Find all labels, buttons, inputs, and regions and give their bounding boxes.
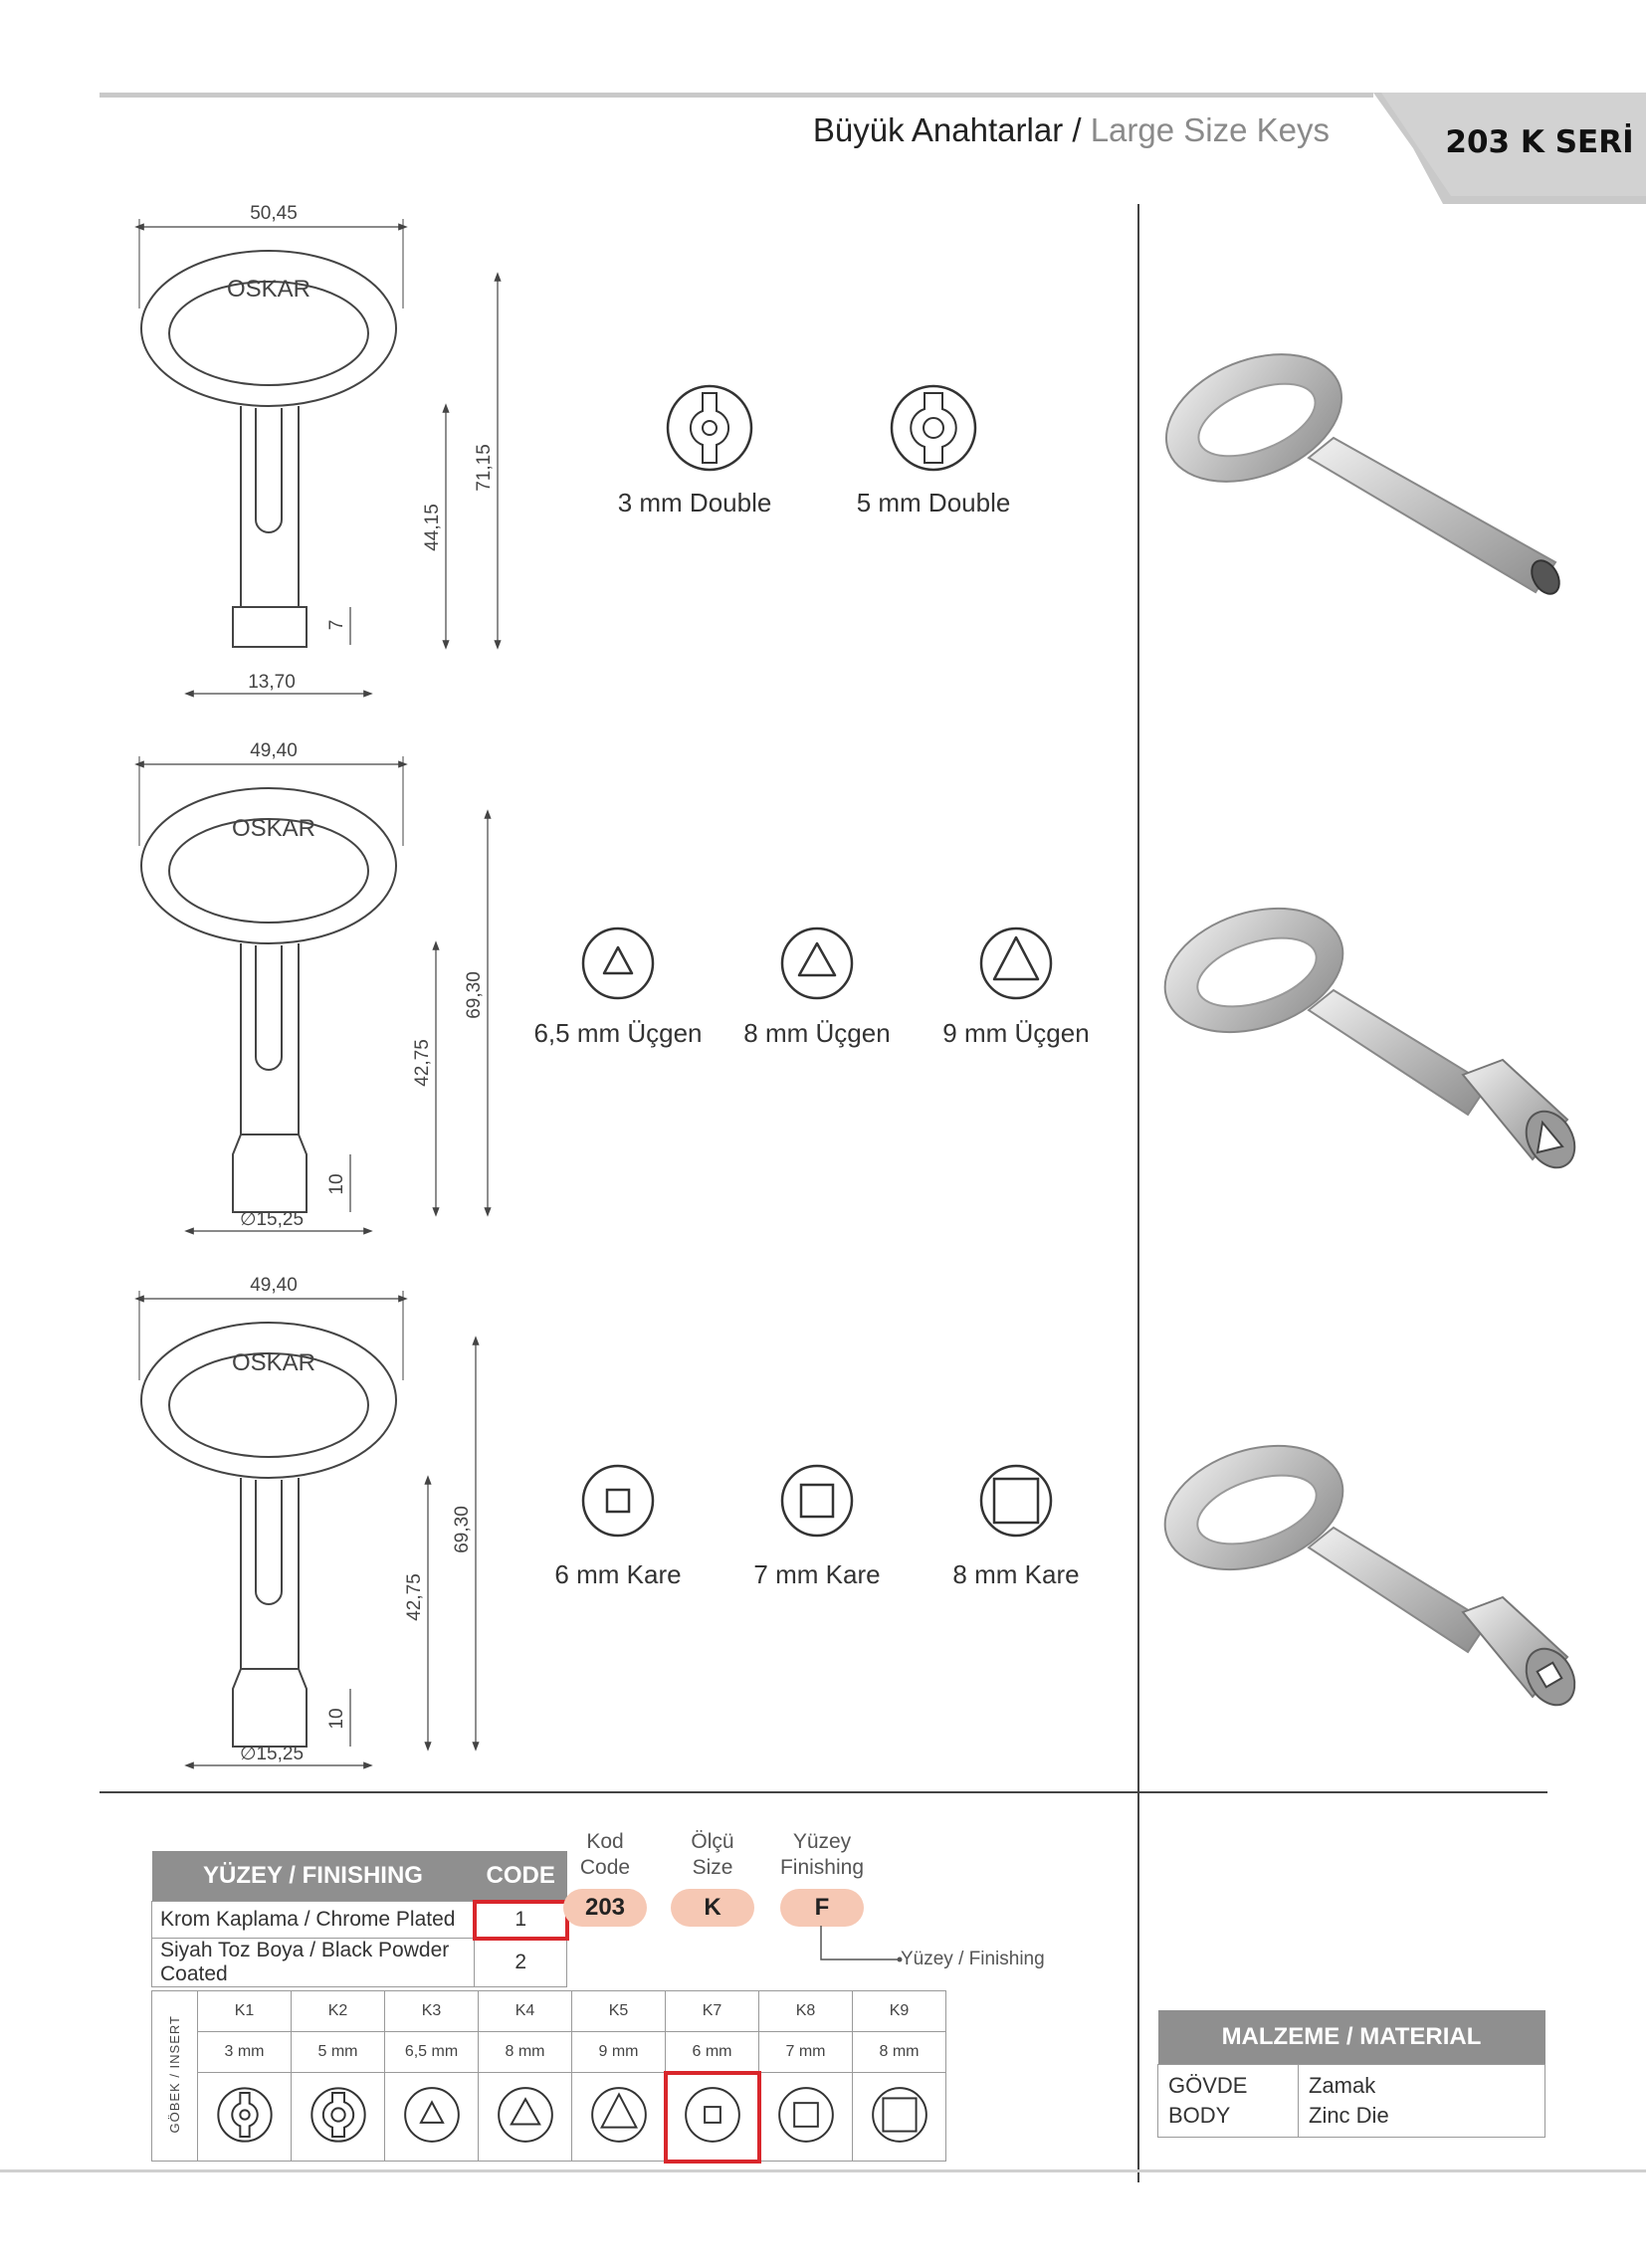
- insert-icon-cell: [572, 2073, 666, 2162]
- material-header: MALZEME / MATERIAL: [1158, 2010, 1545, 2065]
- dim-shaft-2: 42,75: [412, 1039, 433, 1087]
- dim-base-3: ∅15,25: [239, 1744, 305, 1764]
- square-icon: [683, 2085, 742, 2145]
- order-code-finishing: Yüzey Finishing F: [762, 1829, 882, 1927]
- finishing-code: 1: [475, 1902, 567, 1939]
- square-icon: [779, 1463, 855, 1539]
- top-rule: [100, 93, 1373, 98]
- insert-code: K7: [666, 1991, 759, 2032]
- dim-tip-2: 10: [326, 1173, 347, 1195]
- finishing-code: 2: [475, 1939, 567, 1987]
- horizontal-divider: [100, 1791, 1547, 1793]
- order-code-kod: Kod Code 203: [545, 1829, 665, 1927]
- insert-table: [151, 1990, 946, 2162]
- double-bit-icon: [215, 2085, 275, 2145]
- insert-size: 7 mm: [759, 2032, 853, 2073]
- order-code-size: Ölçü Size K: [653, 1829, 772, 1927]
- insert-code: K5: [572, 1991, 666, 2032]
- insert-size: 5 mm: [292, 2032, 385, 2073]
- profile-label-9mm-triangle: 9 mm Üçgen: [942, 1018, 1090, 1048]
- profile-label-6mm-square: 6 mm Kare: [554, 1559, 682, 1589]
- double-bit-icon: [889, 383, 978, 473]
- finishing-pointer: [816, 1926, 906, 1965]
- material-value: Zamak Zinc Die: [1299, 2065, 1545, 2138]
- triangle-icon: [779, 926, 855, 1001]
- profile-label-6-5mm-triangle: 6,5 mm Üçgen: [533, 1018, 703, 1048]
- profile-label-8mm-square: 8 mm Kare: [952, 1559, 1080, 1589]
- brand-logo-1: OSKAR: [226, 276, 311, 303]
- dim-base-1: 13,70: [248, 672, 296, 693]
- triangle-icon: [589, 2085, 649, 2145]
- dim-tip-1: 7: [326, 619, 347, 631]
- triangle-icon: [580, 926, 656, 1001]
- insert-code: K8: [759, 1991, 853, 2032]
- insert-size: 6 mm: [666, 2032, 759, 2073]
- insert-side-label: GÖBEK / INSERT: [152, 1991, 198, 2162]
- finishing-pill: F: [780, 1889, 864, 1927]
- profile-label-7mm-square: 7 mm Kare: [753, 1559, 881, 1589]
- insert-icon-cell: [479, 2073, 572, 2162]
- insert-size: 9 mm: [572, 2032, 666, 2073]
- brand-logo-3: OSKAR: [231, 1349, 316, 1376]
- dim-height-3: 69,30: [452, 1506, 473, 1553]
- insert-icon-cell: [198, 2073, 292, 2162]
- triangle-icon: [496, 2085, 555, 2145]
- table-row: [152, 1939, 567, 1987]
- vertical-divider: [1137, 204, 1139, 2182]
- dim-shaft-3: 42,75: [404, 1573, 425, 1621]
- profile-label-8mm-triangle: 8 mm Üçgen: [743, 1018, 891, 1048]
- finishing-header: YÜZEY / FINISHING: [152, 1851, 475, 1902]
- table-row: [1158, 2065, 1545, 2138]
- double-bit-icon: [309, 2085, 368, 2145]
- size-pill: K: [671, 1889, 754, 1927]
- material-part: GÖVDE BODY: [1158, 2065, 1299, 2138]
- dim-tip-3: 10: [326, 1708, 347, 1730]
- dim-base-2: ∅15,25: [239, 1209, 305, 1230]
- table-row: [152, 1902, 567, 1939]
- insert-code: K4: [479, 1991, 572, 2032]
- profile-label-3mm-double: 3 mm Double: [617, 488, 772, 517]
- insert-icon-cell: [292, 2073, 385, 2162]
- technical-drawings: [129, 199, 527, 1791]
- insert-size: 6,5 mm: [385, 2032, 479, 2073]
- insert-size: 8 mm: [479, 2032, 572, 2073]
- insert-code: K9: [853, 1991, 946, 2032]
- insert-code: K2: [292, 1991, 385, 2032]
- bottom-rule: [0, 2169, 1646, 2172]
- square-icon: [580, 1463, 656, 1539]
- dim-width-1: 50,45: [250, 203, 298, 224]
- product-photo-square: [1159, 1423, 1577, 1722]
- triangle-icon: [402, 2085, 462, 2145]
- profile-label-5mm-double: 5 mm Double: [856, 488, 1011, 517]
- insert-icon-cell: [853, 2073, 946, 2162]
- material-table: [1157, 2010, 1545, 2138]
- dim-height-1: 71,15: [474, 444, 495, 492]
- insert-size: 3 mm: [198, 2032, 292, 2073]
- dim-height-2: 69,30: [464, 971, 485, 1019]
- code-header: CODE: [475, 1851, 567, 1902]
- brand-logo-2: OSKAR: [231, 815, 316, 842]
- square-icon: [870, 2085, 929, 2145]
- dim-width-2: 49,40: [250, 740, 298, 761]
- page-title: [813, 111, 1330, 149]
- triangle-icon: [978, 926, 1054, 1001]
- insert-icon-cell: [759, 2073, 853, 2162]
- key-drawing-1: [139, 219, 498, 694]
- dim-width-3: 49,40: [250, 1275, 298, 1296]
- square-icon: [776, 2085, 836, 2145]
- title-turkish: Büyük Anahtarlar /: [812, 111, 1091, 148]
- insert-code: K3: [385, 1991, 479, 2032]
- series-label: 203 K SERİ: [1445, 124, 1634, 160]
- square-icon: [978, 1463, 1054, 1539]
- finishing-name: Krom Kaplama / Chrome Plated: [152, 1902, 475, 1939]
- code-pill: 203: [563, 1889, 647, 1927]
- product-photo-triangle: [1159, 886, 1577, 1184]
- insert-code: K1: [198, 1991, 292, 2032]
- product-photo-double: [1159, 338, 1577, 627]
- finishing-name: Siyah Toz Boya / Black Powder Coated: [152, 1939, 475, 1987]
- dim-shaft-1: 44,15: [422, 504, 443, 551]
- title-english: Large Size Keys: [1090, 111, 1330, 148]
- insert-icon-cell-selected: [666, 2073, 759, 2162]
- double-bit-icon: [665, 383, 754, 473]
- finishing-note: Yüzey / Finishing: [901, 1949, 1045, 1969]
- insert-size: 8 mm: [853, 2032, 946, 2073]
- finishing-table: [151, 1851, 567, 1987]
- insert-icon-cell: [385, 2073, 479, 2162]
